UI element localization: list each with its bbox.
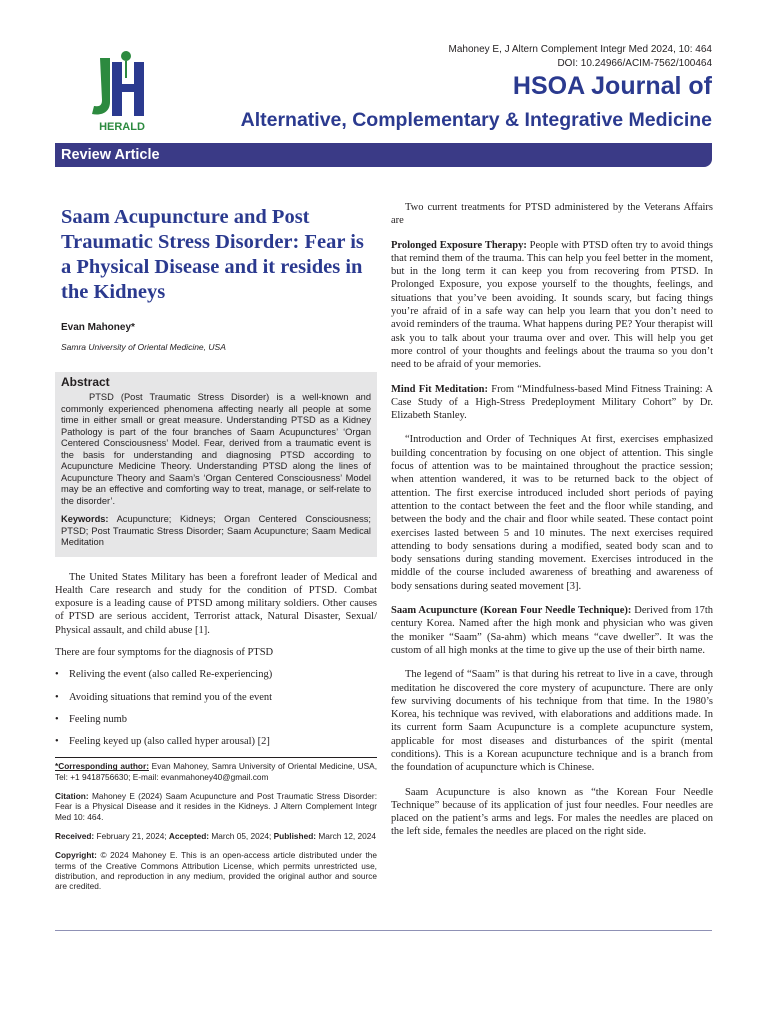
published-label: Published: [273, 830, 317, 841]
journal-title: HSOA Journal of [512, 72, 712, 100]
saam-paragraph [391, 604, 713, 657]
symptoms-heading: There are four symptoms for the diagnosis of PTSD [55, 646, 274, 658]
symptoms-list [55, 668, 377, 748]
copyright-label: Copyright: [55, 850, 97, 861]
author-affiliation: Samra University of Oriental Medicine, USA [61, 342, 226, 352]
logo-text: HERALD [99, 121, 145, 133]
right-column [391, 201, 713, 850]
footnotes [55, 761, 377, 891]
treatments-intro: Two current treatments for PTSD administered by the Veterans Affairs are [391, 202, 713, 227]
list-item: • Feeling keyed up (also called hyper arousal) [2] [55, 735, 377, 748]
abstract-text: PTSD (Post Traumatic Stress Disorder) is a well-known and commonly experienced phenomena affecting nearly all people at some time in either small or great measure. Understanding PTSD as a Kidney Pathology is part of the four branches of Saam Acupunctures’ ‘Organ Centered Consciousness’ Model. Fear, derived from a traumatic event is the basis for understanding and diagnosing PTSD according to Acupuncture Medicine Theory. Understanding PTSD along the lines of Acupuncture Theory and Saam’s ‘Organ Centered Consciousness’ Model may be an effective and comforting way to treat, manage, or self-relate to the disorder’. [61, 392, 371, 506]
saam-label: Saam Acupuncture (Korean Four Needle Technique): [391, 605, 632, 617]
corresponding-author [55, 761, 377, 782]
logo-j-shape [92, 58, 110, 115]
accepted-label: Accepted: [168, 830, 210, 841]
pe-label: Prolonged Exposure Therapy: [391, 239, 527, 251]
header-citation-line: Mahoney E, J Altern Complement Integr Med 2024, 10: 464 [448, 44, 712, 55]
keywords [61, 514, 371, 549]
left-body-text [55, 571, 377, 749]
list-item: • Reliving the event (also called Re-experiencing) [55, 668, 377, 681]
citation-label: Citation: [55, 791, 89, 802]
journal-subtitle: Alternative, Complementary & Integrative Medicine [240, 109, 712, 131]
pe-text: People with PTSD often try to avoid things that remind them of the trauma. This can help you feel better in the moment, but in the long term it can keep you from recovering from PTSD. In Prolonged Exposure, you expose yourself to the thoughts, feelings, and situations that you’ve been avoiding. It sounds scary, but facing things you’re afraid of in a safe way can help you learn that you don’t need to avoid reminders of the trauma. What happens during PE? Your therapist will ask you to talk about your trauma over and over. This will help you get more control of your thoughts and feelings about the trauma so you don’t need to be afraid of your memories. [391, 239, 714, 371]
saam-text: Derived from 17th century Korea. Named after the high monk and physician who was given the moniker “Saam” (Sa-ahm) which means “cave dweller”. It was the custom of all high monks at the time to give up the use of their birth name. [391, 605, 714, 656]
list-item: • Feeling numb [55, 713, 377, 726]
list-item: • Avoiding situations that remind you of the event [55, 691, 377, 704]
header-doi[interactable]: DOI: 10.24966/ACIM-7562/100464 [557, 58, 712, 69]
left-column [55, 205, 377, 891]
keywords-label: Keywords: [61, 514, 109, 524]
footnote-divider [55, 757, 377, 758]
header-citation [449, 43, 713, 71]
corr-text: Evan Mahoney, Samra University of Oriental Medicine, USA, Tel: +1 9418756630; E-mail: evanmahoney40@gmail.com [55, 761, 377, 782]
corr-label: *Corresponding author: [55, 761, 149, 772]
abstract-box [55, 372, 377, 557]
herald-logo [86, 48, 158, 134]
mfm-paragraph [391, 383, 713, 423]
intro-paragraph: The United States Military has been a forefront leader of Medical and Health Care research and study for the condition of PTSD. Combat exposure is a leading cause of PTSD among military soldiers. Other causes of PTSD are serious accident, Terrorist attack, Natural Disaster, Sexual/ Physical assault, and child abuse [1]. [55, 571, 377, 636]
accepted-date: March 05, 2024; [209, 830, 274, 841]
copyright-text: © 2024 Mahoney E. This is an open-access article distributed under the terms of the Creative Commons Attribution License, which permits unrestricted use, distribution, and reproduction in any medium, provided the original author and source are credited. [55, 850, 377, 892]
mfm-text: From “Mindfulness-based Mind Fitness Training: A Case Study of a High-Stress Predeployment Military Cohort” by Dr. Elizabeth Stanley. [391, 383, 713, 422]
logo-leaf [121, 51, 131, 61]
dates-note [55, 831, 377, 841]
logo-h-bar [120, 84, 136, 92]
keywords-text: Acupuncture; Kidneys; Organ Centered Consciousness; PTSD; Post Traumatic Stress Disorder; Saam Acupuncture; Saam Medical Meditation [61, 514, 372, 547]
citation-text: Mahoney E (2024) Saam Acupuncture and Post Traumatic Stress Disorder: Fear is a Physical Disease and it resides in the Kidneys. J Altern Complement Integr Med 10: 464. [55, 791, 377, 822]
quote-paragraph: “Introduction and Order of Techniques At first, exercises emphasized building concentration by focusing on one object of attention. This single focus of attention was to be maintained throughout the practice session; when attention wandered, it was to be returned back to the object of attention. The first exercise introduced included short periods of paying attention to the contact between the feet and the floor while standing, and between the body and the chair and floor while seated. These contact point exercises lasted between 5 and 10 minutes. The next exercises required attending to body sensations during a modified, seated body scan and to body sensations during standing movement. Exercises introduced in the middle of the course included awareness of breathing and awareness of body sensations during seated movement [3]. [391, 434, 713, 592]
article-title: Saam Acupuncture and Post Traumatic Stress Disorder: Fear is a Physical Disease and it resides in the Kidneys [61, 206, 364, 303]
mfm-label: Mind Fit Meditation: [391, 383, 488, 395]
published-date: March 12, 2024 [316, 830, 377, 841]
article-type-bar: Review Article [55, 143, 712, 167]
received-date: February 21, 2024; [94, 830, 169, 841]
page-bottom-rule [55, 930, 712, 931]
citation-note [55, 791, 377, 822]
abstract-heading: Abstract [61, 375, 110, 389]
received-label: Received: [55, 830, 95, 841]
copyright-note [55, 850, 377, 891]
legend-paragraph: The legend of “Saam” is that during his retreat to live in a cave, through meditation he discovered the core mystery of acupuncture. There are only few surviving documents of his technique from that time. In the 1980’s Korea, his technique was revived, with elaborations and additions made. In its current form Saam Acupuncture is a complete acupuncture system, applicable for most diseases and disturbances of the spirit (mental conditions). This is a Korean acupuncture technique and is a branch from the foundation of acupuncture which is Chinese. [391, 669, 713, 774]
author-name: Evan Mahoney* [61, 322, 135, 333]
known-paragraph: Saam Acupuncture is also known as “the Korean Four Needle Technique” because of its application of just four needles. Four needles are placed on the patient’s arms and legs. For males the needles are placed on the left side, females the needles are placed on the right side. [391, 786, 713, 838]
pe-paragraph [391, 239, 713, 372]
